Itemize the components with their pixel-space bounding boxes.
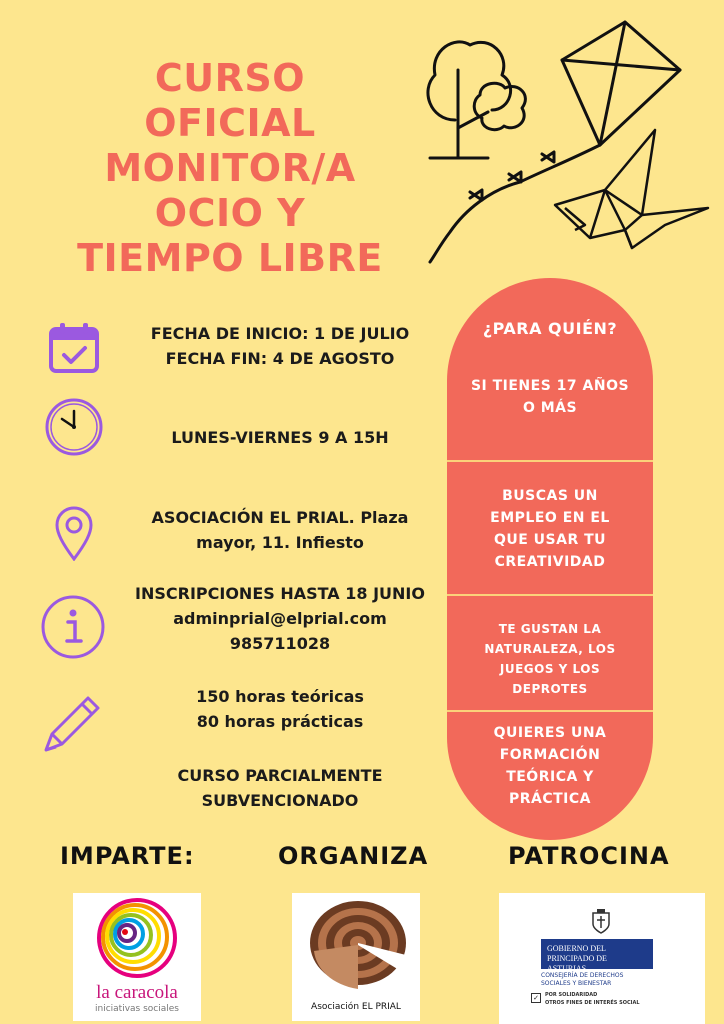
imparte-label: IMPARTE: [60, 842, 195, 870]
registration-info [112, 581, 448, 656]
audience-item-line: TEÓRICA Y [506, 769, 594, 785]
audience-item [447, 722, 653, 810]
audience-item [447, 619, 653, 699]
dept-name [541, 972, 661, 988]
checkbox-icon: ✓ [531, 993, 541, 1003]
subsidy-note [120, 763, 440, 813]
fine-line: POR SOLIDARIDAD [545, 992, 598, 998]
audience-item-line: DEPROTES [512, 682, 588, 696]
divider [447, 460, 653, 462]
location-line: mayor, 11. Infiesto [196, 533, 364, 552]
dept-line: SOCIALES Y BIENESTAR [541, 980, 612, 987]
course-hours [120, 684, 440, 734]
social-fines-note [545, 991, 695, 1007]
spiral-icon [73, 893, 201, 983]
caracola-name: la caracola [96, 982, 178, 1003]
decorative-illustrations [410, 20, 720, 270]
prial-emblem-icon [292, 893, 420, 997]
audience-item-line: JUEGOS Y LOS [499, 662, 601, 676]
title-line: OCIO Y [154, 191, 306, 235]
title-line: OFICIAL [144, 101, 316, 145]
subsidy-line: SUBVENCIONADO [201, 791, 359, 810]
fine-line: OTROS FINES DE INTERÉS SOCIAL [545, 1000, 640, 1006]
gov-line: PRINCIPADO DE ASTURIAS [547, 954, 607, 973]
calendar-icon [48, 322, 100, 374]
dept-line: CONSEJERÍA DE DERECHOS [541, 972, 624, 979]
location-pin-icon [54, 505, 94, 561]
audience-item [447, 485, 653, 573]
audience-item-line: BUSCAS UN [502, 488, 598, 504]
kite-icon [430, 22, 680, 262]
registration-deadline: INSCRIPCIONES HASTA 18 JUNIO [135, 584, 425, 603]
end-date: FECHA FIN: 4 DE AGOSTO [165, 349, 395, 368]
subsidy-line: CURSO PARCIALMENTE [177, 766, 383, 785]
course-dates [120, 321, 440, 371]
title-line: TIEMPO LIBRE [77, 236, 383, 280]
coat-of-arms-icon [587, 907, 615, 935]
audience-item-line: NATURALEZA, LOS [484, 642, 616, 656]
divider [447, 594, 653, 596]
contact-phone[interactable]: 985711028 [229, 634, 331, 653]
audience-item-line: QUE USAR TU [493, 532, 607, 548]
audience-item-line: EMPLEO EN EL [490, 510, 610, 526]
location-line: ASOCIACIÓN EL PRIAL. Plaza [151, 508, 409, 527]
caracola-tagline: iniciativas sociales [95, 1004, 179, 1014]
audience-panel [447, 278, 653, 840]
audience-item-line: SI TIENES 17 AÑOS [470, 378, 630, 394]
paper-crane-icon [555, 130, 708, 248]
course-schedule [120, 425, 440, 450]
schedule-text: LUNES-VIERNES 9 A 15H [171, 428, 389, 447]
course-location [120, 505, 440, 555]
audience-item-line: QUIERES UNA [493, 725, 607, 741]
theory-hours: 150 horas teóricas [196, 687, 364, 706]
prial-logo [292, 893, 420, 1021]
pencil-icon [40, 690, 106, 756]
audience-item-line: O MÁS [522, 400, 578, 416]
start-date: FECHA DE INICIO: 1 DE JULIO [150, 324, 410, 343]
patrocina-label: PATROCINA [508, 842, 670, 870]
course-title [30, 56, 430, 281]
audience-item-line: PRÁCTICA [508, 791, 592, 807]
title-line: CURSO [154, 56, 306, 100]
divider [447, 710, 653, 712]
info-icon [40, 594, 106, 660]
clock-icon [44, 397, 104, 457]
audience-item [447, 375, 653, 419]
gov-line: GOBIERNO DEL [547, 944, 606, 953]
audience-item-line: CREATIVIDAD [494, 554, 606, 570]
title-line: MONITOR/A [104, 146, 356, 190]
audience-item-line: FORMACIÓN [499, 747, 601, 763]
caracola-logo [73, 893, 201, 1021]
prial-name: Asociación EL PRIAL [311, 1002, 401, 1012]
gov-banner [541, 939, 653, 973]
tree-icon [428, 42, 525, 158]
practice-hours: 80 horas prácticas [196, 712, 364, 731]
organiza-label: ORGANIZA [278, 842, 429, 870]
audience-item-line: TE GUSTAN LA [498, 622, 602, 636]
audience-heading: ¿PARA QUIÉN? [482, 319, 618, 338]
contact-email[interactable]: adminprial@elprial.com [173, 609, 387, 628]
asturias-logo [499, 893, 705, 1024]
